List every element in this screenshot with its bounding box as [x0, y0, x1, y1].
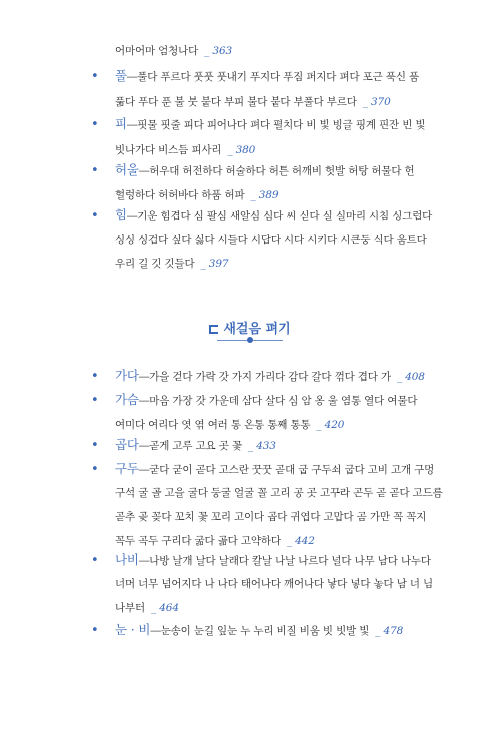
page-ref: _ 433 [247, 440, 276, 452]
dash: ― [138, 371, 150, 383]
page-ref: _ 397 [200, 258, 229, 270]
entry-head: 구두 [115, 461, 139, 476]
entry-text: 마음 가장 갓 가운데 삼다 살다 심 암 옹 울 염통 열다 여물다 [149, 395, 418, 407]
entry-text: 꼭두 곡두 구리다 굶다 곪다 고약하다 [115, 535, 281, 547]
entry-head: 눈 · 비 [115, 622, 151, 637]
bullet-icon: • [91, 163, 99, 178]
page-ref: _ 370 [362, 96, 391, 108]
entry-head: 허울 [115, 162, 139, 177]
entry-head: 피 [115, 116, 127, 131]
entry-text: 핏물 핏줄 피다 피어나다 펴다 펼치다 비 빛 빙글 핑계 핀잔 빈 빛 [137, 119, 426, 131]
entry-head: 풀 [115, 68, 127, 83]
bullet-icon: • [91, 69, 99, 84]
dash: ― [138, 464, 150, 476]
entry-head: 곱다 [115, 437, 139, 452]
entry-text: 우리 길 깃 깃들다 [115, 258, 195, 270]
bullet-icon: • [91, 369, 99, 384]
entry-text: 가을 걷다 가락 갓 가지 가리다 감다 갈다 꺾다 겹다 가 [149, 371, 391, 383]
section-title: 새걸음 펴기 [223, 322, 291, 337]
page-ref: _ 420 [316, 419, 345, 431]
entry-text: 풀다 푸르다 풋풋 풋내기 푸지다 푸짐 퍼지다 펴다 포근 푹신 품 [137, 71, 419, 83]
section-rule-dot [247, 337, 253, 343]
entry-text: 여미다 여리다 엿 엮 여러 통 온통 통째 통통 [115, 419, 311, 431]
entry-head: 가다 [115, 368, 139, 383]
entry-text: 헐렁하다 허허바다 하품 허파 [115, 189, 245, 201]
entry-text: 기운 힘겹다 심 팔심 새알심 심다 씨 싣다 실 실마리 시침 싱그럽다 [137, 210, 433, 222]
entry-text: 눈송이 눈길 잎눈 누 누리 비질 비움 빗 빗발 빛 [160, 625, 370, 637]
entry-text: 구석 굴 골 고을 굴다 둥굴 얼굴 꼴 고리 공 곳 고꾸라 곤두 곧 곧다 고드름 [115, 487, 443, 499]
entry-head: 힘 [115, 207, 127, 222]
page-ref: _ 408 [396, 371, 425, 383]
entry-text: 굳다 굳이 곧다 고스란 꿋꿋 곧대 굽 구두쇠 굽다 고비 고개 구멍 [149, 464, 435, 476]
entry-head: 가슴 [115, 392, 139, 407]
page-ref: _ 389 [250, 189, 279, 201]
entry-text: 곧추 곶 꽂다 꼬치 꽃 꼬리 고이다 곱다 귀엽다 고맙다 곰 가만 꼭 꼭지 [115, 511, 427, 523]
dash: ― [138, 555, 150, 567]
section-heading [0, 318, 500, 337]
bullet-icon: • [91, 438, 99, 453]
bracket-icon [209, 325, 218, 334]
entry-text: 너머 너무 넘어지다 나 나다 태어나다 깨어나다 낳다 넣다 놓다 남 너 님 [115, 578, 434, 590]
bullet-icon: • [91, 553, 99, 568]
entry-text: 빗나가다 비스듬 피사리 [115, 144, 222, 156]
dash: ― [138, 165, 150, 177]
entry-head: 나비 [115, 552, 139, 567]
dash: ― [150, 625, 161, 637]
entry-text: 곧게 고루 고요 곳 꽃 [149, 440, 242, 452]
dash: ― [126, 210, 138, 222]
page-ref: _ 380 [227, 144, 256, 156]
dash: ― [126, 71, 138, 83]
bullet-icon: • [91, 208, 99, 223]
bullet-icon: • [91, 117, 99, 132]
entry-text: 싱싱 싱겁다 싶다 싫다 시들다 시답다 시다 시키다 시큰둥 식다 움트다 [115, 234, 427, 246]
page-ref: _ 478 [375, 625, 404, 637]
entry-text: 허우대 허전하다 허술하다 허튼 허깨비 헛발 허탕 허물다 헌 [149, 165, 415, 177]
entry-text: 어마어마 엄청나다 [115, 45, 199, 57]
page-ref: _ 464 [150, 602, 179, 614]
entry-text: 풂다 푸다 푼 불 붓 붙다 부피 불다 붙다 부풀다 부르다 [115, 96, 357, 108]
dash: ― [126, 119, 138, 131]
bullet-icon: • [91, 393, 99, 408]
bullet-icon: • [91, 462, 99, 477]
page-ref: _ 363 [204, 45, 233, 57]
page-ref: _ 442 [286, 535, 315, 547]
entry-text: 나부터 [115, 602, 145, 614]
entry-text: 나방 날개 날다 날래다 칼날 나날 나르다 널다 나무 남다 나누다 [149, 555, 431, 567]
dash: ― [138, 440, 150, 452]
bullet-icon: • [91, 623, 99, 638]
dash: ― [138, 395, 150, 407]
